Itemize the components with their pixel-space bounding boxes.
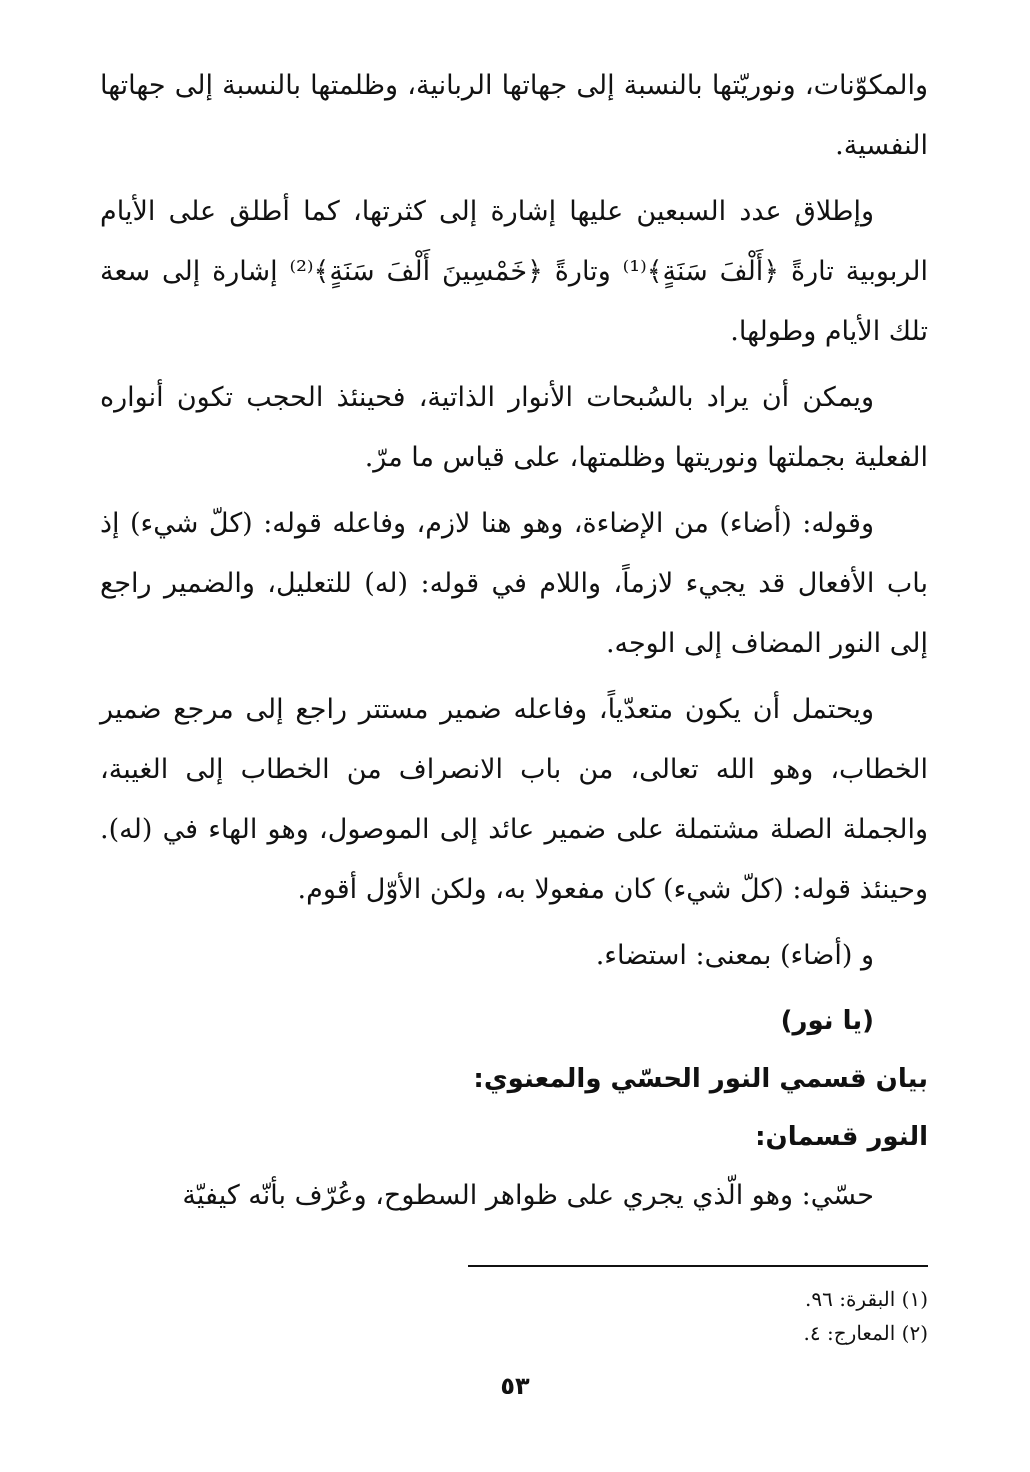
paragraph-5: ويحتمل أن يكون متعدّياً، وفاعله ضمير مستتر راجع إلى مرجع ضمير الخطاب، وهو الله تعالى، من باب الانصراف من الخطاب إلى الغيبة، والجملة الصلة مشتملة على ضمير عائد إلى الموصول، وهو الهاء في (له). وحينئذ قوله: (كلّ شيء) كان مفعولا به، ولكن الأوّل أقوم. [100,694,928,905]
subheading-ya-nur: (يا نور) [780,1006,874,1036]
page-number: ٥٣ [500,1372,530,1400]
footnote-1: (١) البقرة: ٩٦. [805,1287,928,1311]
paragraph-3: ويمكن أن يراد بالسُبحات الأنوار الذاتية، فحينئذ الحجب تكون أنواره الفعلية بجملتها ونوريتها وظلمتها، على قياس ما مرّ. [100,382,928,473]
sub-section-heading: النور قسمان: [755,1122,928,1152]
paragraph-last: حسّي: وهو الّذي يجري على ظواهر السطوح، وعُرّف بأنّه كيفيّة [182,1180,874,1211]
footnotes [468,1282,928,1350]
paragraph-2: وإطلاق عدد السبعين عليها إشارة إلى كثرتها، كما أطلق على الأيام الربوبية تارةً ﴿أَلْفَ سَنَةٍ﴾⁽¹⁾ وتارةً ﴿خَمْسِينَ أَلْفَ سَنَةٍ﴾⁽²⁾ إشارة إلى سعة تلك الأيام وطولها. [100,196,928,347]
paragraph-6: و (أضاء) بمعنى: استضاء. [595,940,874,971]
footnote-2: (٢) المعارج: ٤. [803,1321,928,1345]
paragraph-4: وقوله: (أضاء) من الإضاءة، وهو هنا لازم، وفاعله قوله: (كلّ شيء) إذ باب الأفعال قد يجيء لازماً، واللام في قوله: (له) للتعليل، والضمير راجع إلى النور المضاف إلى الوجه. [100,508,928,659]
paragraph-1: والمكوّنات، ونوريّتها بالنسبة إلى جهاتها الربانية، وظلمتها بالنسبة إلى جهاتها النفسية. [100,70,928,161]
section-heading: بيان قسمي النور الحسّي والمعنوي: [473,1064,928,1094]
page-body [100,56,928,1232]
footnote-divider [468,1265,928,1267]
